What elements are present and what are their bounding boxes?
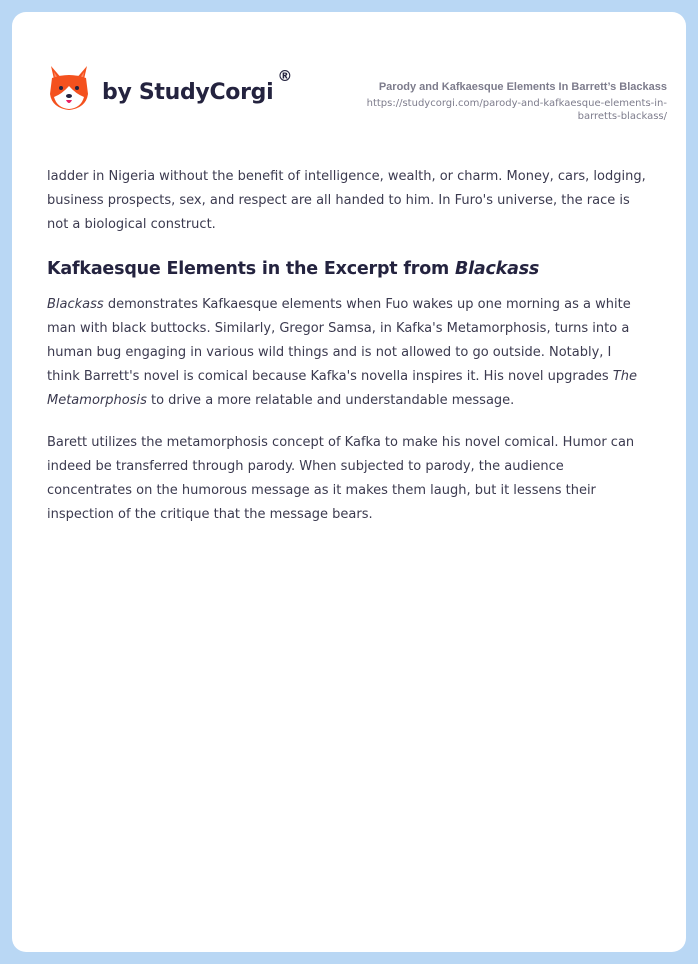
brand-name: by StudyCorgi	[102, 79, 274, 105]
document-url-line1: https://studycorgi.com/parody-and-kafkaesque-elements-in-	[366, 98, 667, 109]
paragraph-2	[47, 293, 647, 413]
document-url-line2: barretts-blackass/	[577, 111, 667, 122]
paragraph-3: Barett utilizes the metamorphosis concept of Kafka to make his novel comical. Humor can indeed be transferred through parody. When subjected to parody, the audience concentrates on the humorous message as it makes them laugh, but it lessens their inspection of the critique that the message bears.	[47, 435, 635, 522]
paragraph-2-text1: demonstrates Kafkaesque elements when Fuo wakes up one morning as a white man with black buttocks. Similarly, Gregor Samsa, in Kafka's Metamorphosis, turns into a human bug engaging in various wild things and is not allowed to go outside. Notably, I think Barrett's novel is comical because Kafka's novella inspires it. His novel upgrades	[47, 297, 631, 384]
document-body	[47, 165, 647, 545]
document-meta	[307, 80, 667, 123]
section-heading-text: Kafkaesque Elements in the Excerpt from	[47, 259, 455, 279]
section-heading-italic: Blackass	[454, 259, 540, 279]
document-title: Parody and Kafkaesque Elements In Barrett’s Blackass	[378, 81, 667, 93]
document-url[interactable]	[307, 97, 667, 123]
section-heading	[47, 257, 647, 281]
registered-mark: ®	[277, 67, 293, 85]
paragraph-2-text2: to drive a more relatable and understandable message.	[146, 393, 515, 408]
corgi-icon	[48, 64, 90, 112]
paragraph-2-italic-start: Blackass	[47, 297, 104, 312]
paragraph-1: ladder in Nigeria without the benefit of intelligence, wealth, or charm. Money, cars, lodging, business prospects, sex, and respect are all handed to him. In Furo's universe, the race is not a biological construct.	[47, 169, 646, 232]
studycorgi-logo[interactable]	[48, 64, 292, 112]
paragraph-2-italic-mid: The Metamorphosis	[47, 369, 637, 408]
